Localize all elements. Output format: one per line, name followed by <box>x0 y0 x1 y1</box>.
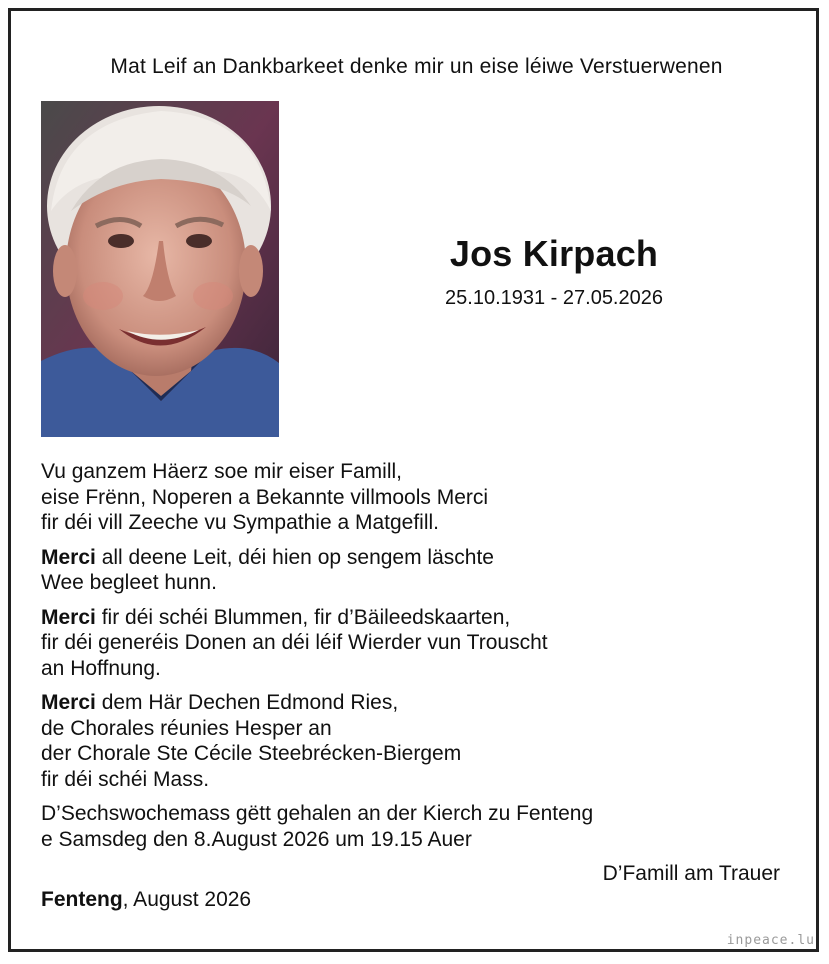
text-line: fir déi generéis Donen an déi léif Wierder vun Trouscht <box>41 631 548 654</box>
deceased-name: Jos Kirpach <box>449 233 659 274</box>
text-line: Vu ganzem Häerz soe mir eiser Famill, <box>41 460 402 483</box>
life-dates: 25.10.1931 - 27.05.2026 <box>445 287 663 309</box>
place-date <box>41 888 251 912</box>
merci-bold: Merci <box>41 545 96 569</box>
paragraph <box>41 690 801 792</box>
text-rest: all deene Leit, déi hien op sengem läschte <box>95 545 494 569</box>
text-line <box>41 545 801 571</box>
obituary-frame <box>8 8 819 952</box>
paragraph <box>41 459 801 536</box>
family-signature: D’Famill am Trauer <box>602 862 780 885</box>
text-line: D’Sechswochemass gëtt gehalen an der Kierch zu Fenteng <box>41 802 594 825</box>
paragraph <box>41 605 801 682</box>
merci-bold: Merci <box>41 691 96 714</box>
text-line <box>41 690 801 716</box>
text-line: der Chorale Ste Cécile Steebrécken-Biergem <box>41 742 462 765</box>
text-line: Wee begleet hunn. <box>41 571 217 594</box>
text-line: an Hoffnung. <box>41 656 161 680</box>
portrait-photo <box>41 101 279 437</box>
text-line: fir déi vill Zeeche vu Sympathie a Matgefill. <box>41 511 440 534</box>
intro-line: Mat Leif an Dankbarkeet denke mir un eise léiwe Verstuerwenen <box>110 55 723 78</box>
text-rest: fir déi schéi Blummen, fir d’Bäileedskaarten, <box>95 605 511 629</box>
text-line: de Chorales réunies Hesper an <box>41 716 332 740</box>
text-line: eise Frënn, Noperen a Bekannte villmools Merci <box>41 485 489 509</box>
portrait-illustration <box>41 101 279 437</box>
site-watermark: inpeace.lu <box>726 933 815 948</box>
place-name: Fenteng <box>41 888 123 911</box>
paragraph <box>41 801 801 852</box>
text-line: e Samsdeg den 8.August 2026 um 19.15 Auer <box>41 827 472 851</box>
merci-bold: Merci <box>41 605 96 629</box>
text-line <box>41 605 801 631</box>
paragraph <box>41 545 801 596</box>
thank-you-text <box>41 459 801 861</box>
month-year: , August 2026 <box>122 888 252 911</box>
text-line: fir déi schéi Mass. <box>41 767 210 791</box>
text-rest: dem Här Dechen Edmond Ries, <box>95 691 399 714</box>
